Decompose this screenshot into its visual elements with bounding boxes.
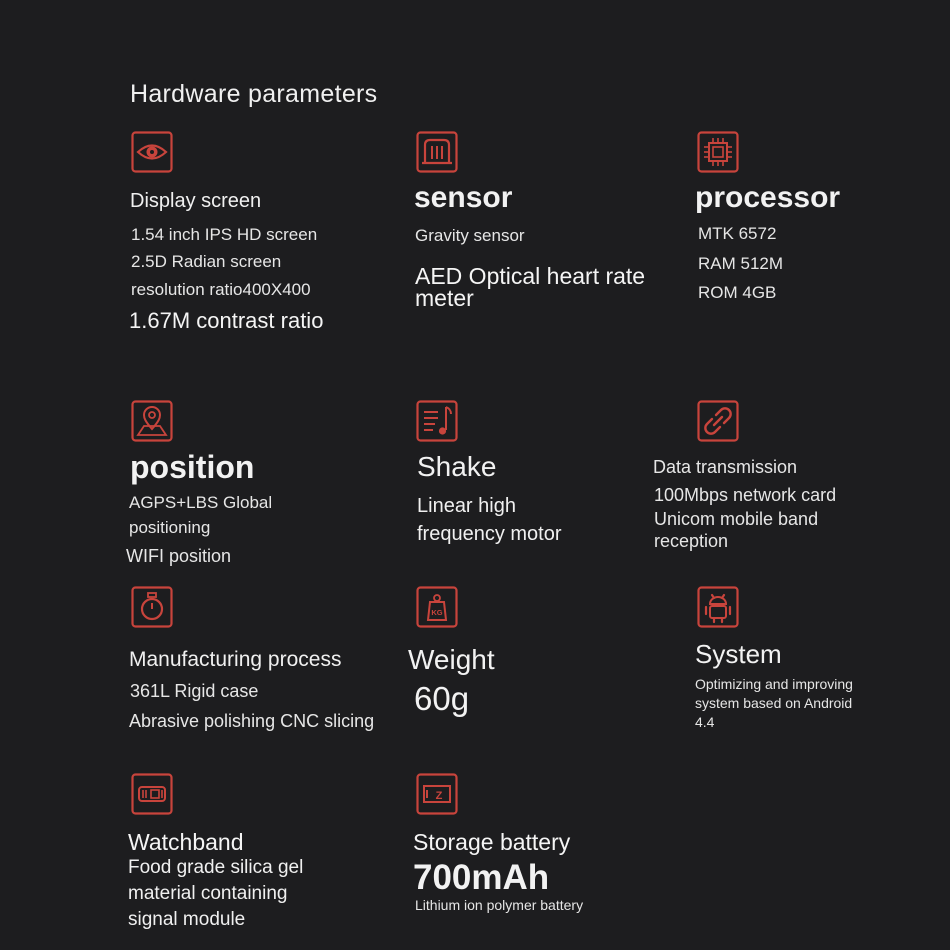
sensor-line: AED Optical heart rate meter (415, 263, 646, 311)
system-line: Optimizing and improving system based on Android 4.4 (695, 676, 853, 730)
processor-heading: processor (695, 181, 841, 214)
data-heading: Data transmission (653, 457, 798, 477)
manufacturing-heading: Manufacturing process (129, 648, 342, 671)
processor-line: RAM 512M (698, 254, 784, 273)
battery-line: Lithium ion polymer battery (415, 897, 584, 913)
stopwatch-icon (131, 586, 173, 628)
sensor-line: Gravity sensor (415, 226, 525, 245)
eye-icon (131, 131, 173, 173)
battery-icon (416, 773, 458, 815)
manufacturing-line: Abrasive polishing CNC slicing (129, 711, 375, 731)
display-line: resolution ratio400X400 (131, 280, 311, 299)
processor-line: MTK 6572 (698, 224, 777, 243)
weight-icon (416, 586, 458, 628)
position-line: AGPS+LBS Global positioning (129, 493, 273, 537)
position-line: WIFI position (126, 546, 232, 566)
watchband-heading: Watchband (128, 829, 244, 855)
shake-heading: Shake (417, 451, 497, 482)
chip-icon (697, 131, 739, 173)
watchband-icon (131, 773, 173, 815)
display-line: 1.67M contrast ratio (129, 308, 324, 333)
shake-line: Linear high frequency motor (417, 495, 562, 545)
position-heading: position (130, 449, 255, 485)
display-line: 2.5D Radian screen (131, 252, 282, 271)
weight-heading: Weight (408, 644, 495, 675)
battery-icon-label: Z (435, 790, 443, 802)
data-line: Unicom mobile band reception (654, 509, 819, 551)
manufacturing-line: 361L Rigid case (130, 681, 259, 701)
watchband-line: Food grade silica gel material containing signal module (128, 857, 304, 930)
weight-value: 60g (414, 680, 470, 717)
android-icon (697, 586, 739, 628)
battery-heading: Storage battery (413, 829, 571, 855)
weight-icon-label: KG (431, 608, 443, 617)
display-heading: Display screen (130, 190, 262, 212)
battery-value: 700mAh (413, 858, 550, 897)
system-heading: System (695, 639, 782, 669)
data-line: 100Mbps network card (654, 485, 837, 505)
display-line: 1.54 inch IPS HD screen (131, 225, 318, 244)
sensor-heading: sensor (414, 181, 513, 214)
sensor-icon (416, 131, 458, 173)
processor-line: ROM 4GB (698, 283, 777, 302)
link-icon (697, 400, 739, 442)
map-pin-icon (131, 400, 173, 442)
music-doc-icon (416, 400, 458, 442)
page-title: Hardware parameters (130, 80, 378, 108)
